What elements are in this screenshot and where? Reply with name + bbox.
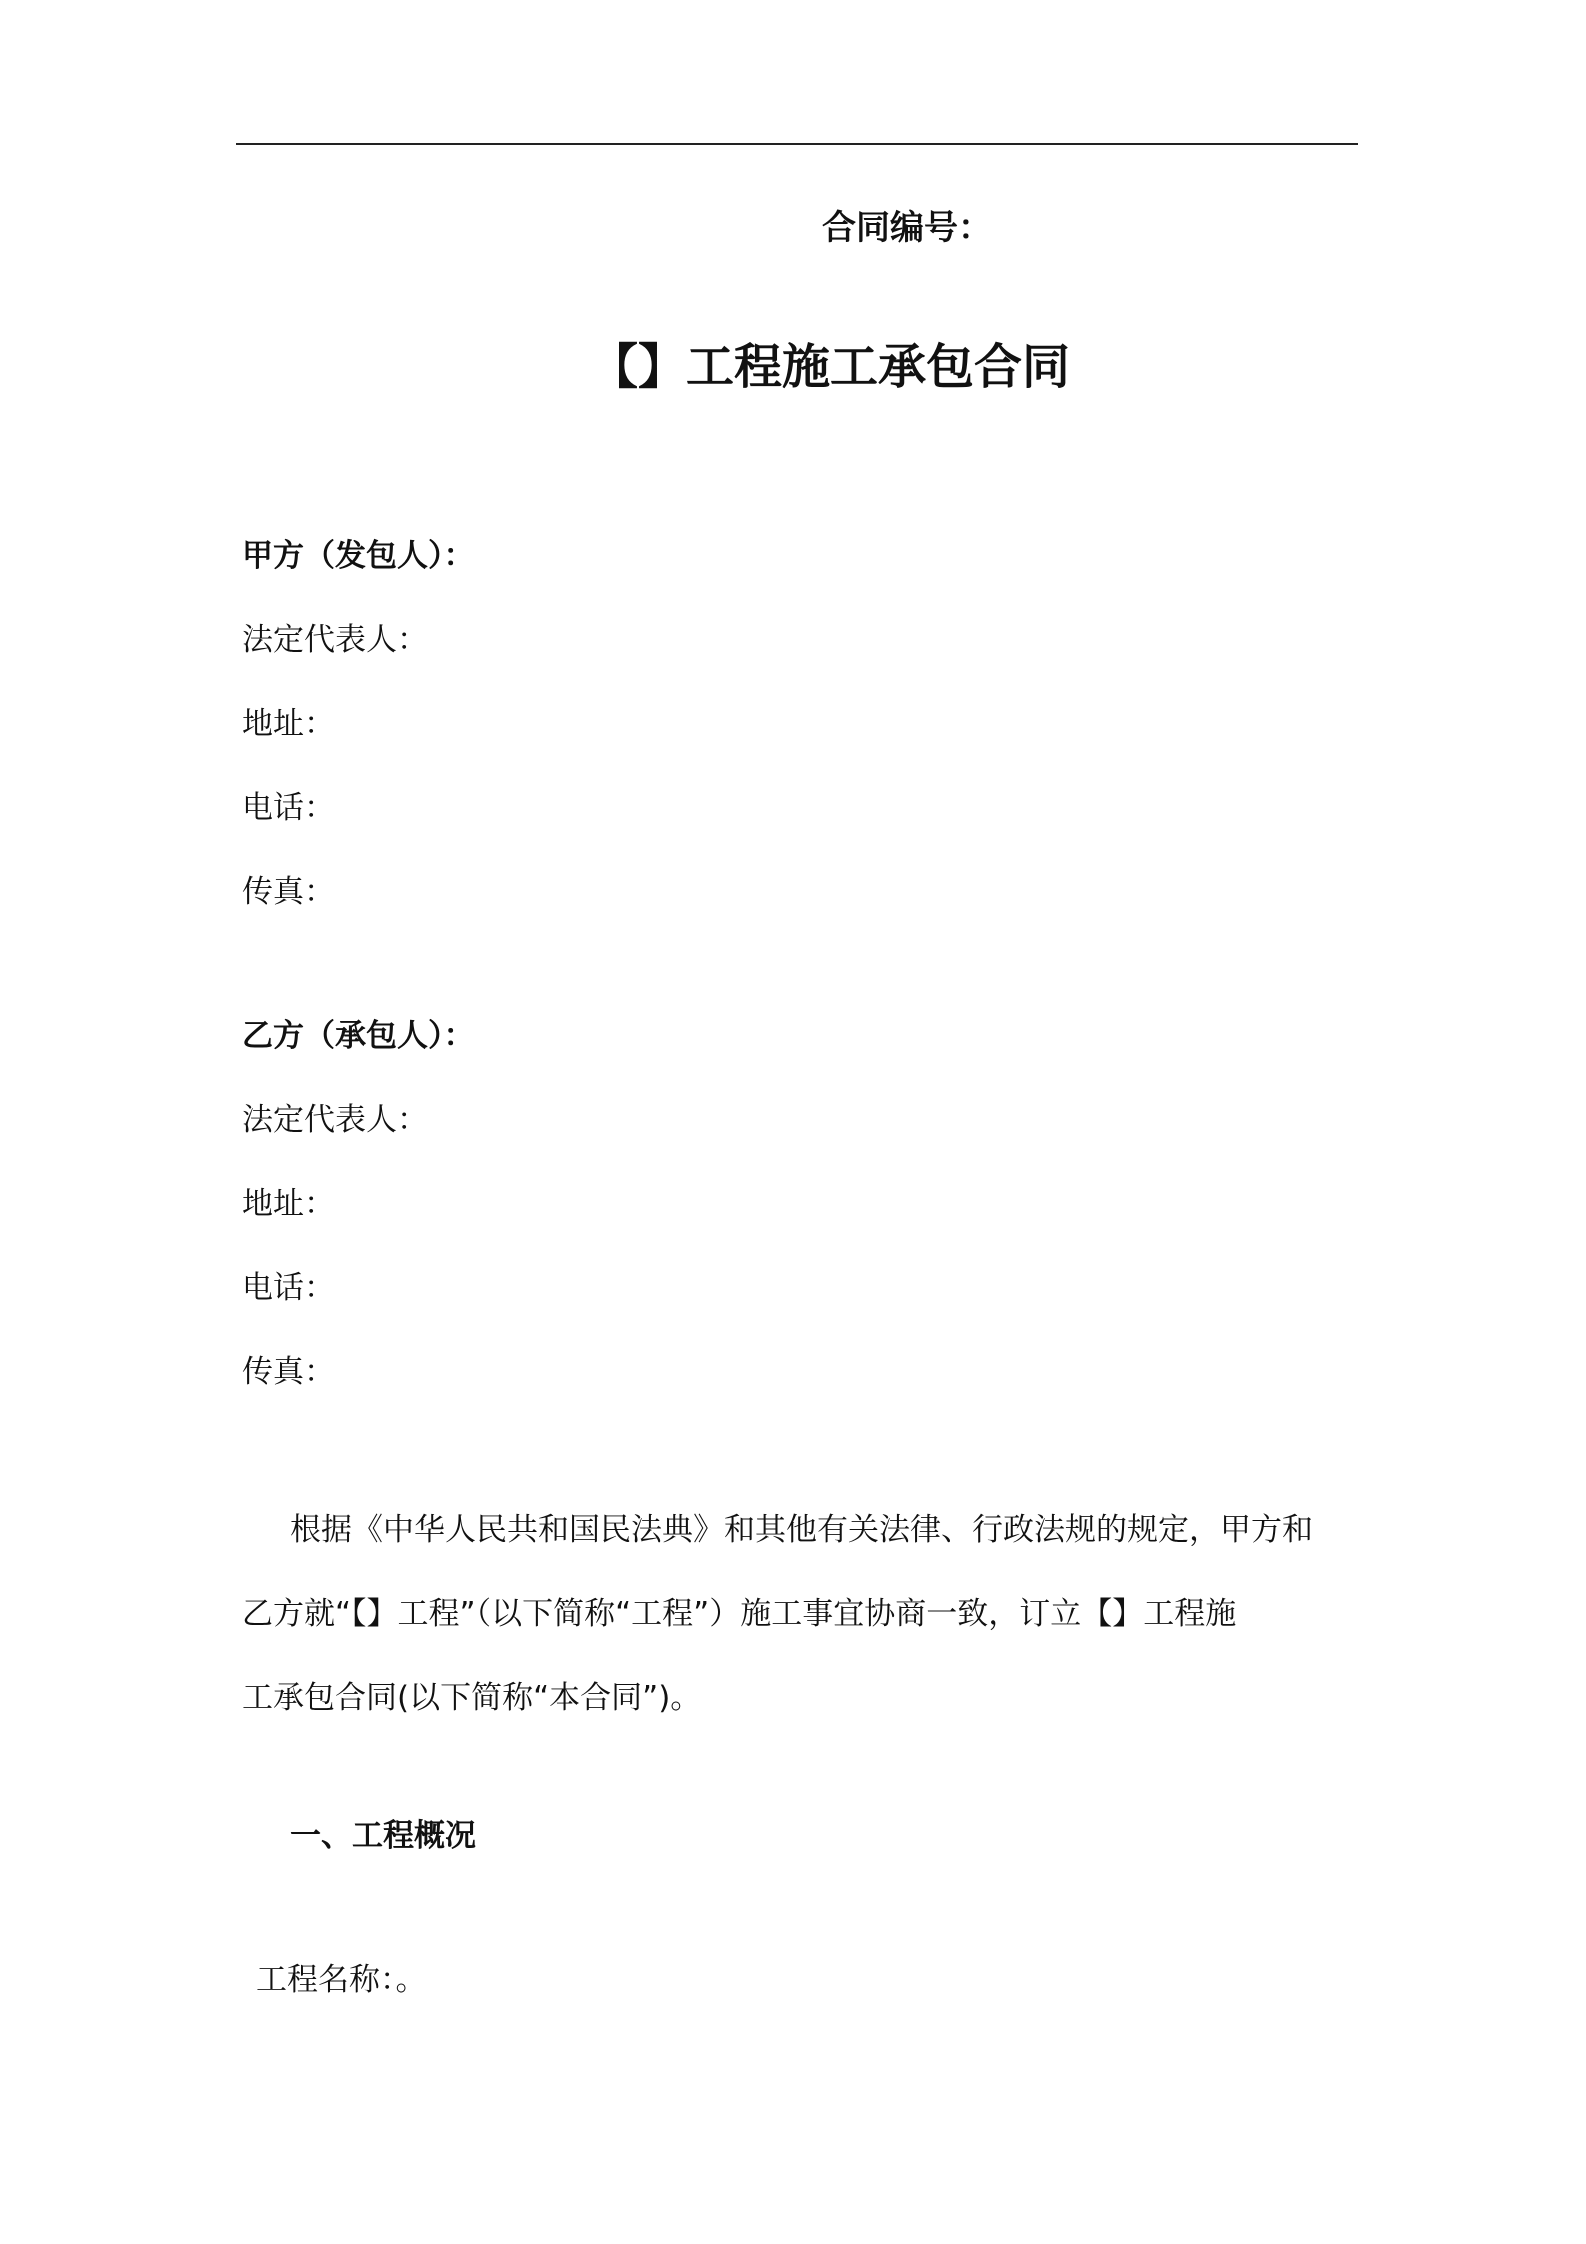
party-a-legal-rep: 法定代表人： [242, 622, 428, 658]
party-a-address: 地址： [242, 706, 335, 742]
party-a-heading: 甲方（发包人）： [242, 538, 475, 574]
project-name-field: 工程名称：。 [256, 1962, 427, 1998]
party-b-address: 地址： [242, 1186, 335, 1222]
party-a-fax: 传真： [242, 874, 335, 910]
intro-line-2: 乙方就“【】工程”（以下简称“工程”）施工事宜协商一致，订立【】工程施 [242, 1596, 1237, 1632]
header-rule [236, 143, 1358, 145]
section-heading-project-overview: 一、工程概况 [290, 1818, 476, 1854]
intro-paragraph [242, 1488, 1358, 1740]
party-b-heading: 乙方（承包人）： [242, 1018, 475, 1054]
intro-line-3: 工承包合同(以下简称“本合同”)。 [242, 1680, 702, 1716]
party-b-fax: 传真： [242, 1354, 335, 1390]
contract-number-label: 合同编号： [822, 208, 992, 248]
party-a-phone: 电话： [242, 790, 335, 826]
document-title: 【】工程施工承包合同 [590, 339, 1071, 395]
party-b-phone: 电话： [242, 1270, 335, 1306]
intro-line-1: 根据《中华人民共和国民法典》和其他有关法律、行政法规的规定，甲方和 [290, 1512, 1313, 1548]
party-b-legal-rep: 法定代表人： [242, 1102, 428, 1138]
